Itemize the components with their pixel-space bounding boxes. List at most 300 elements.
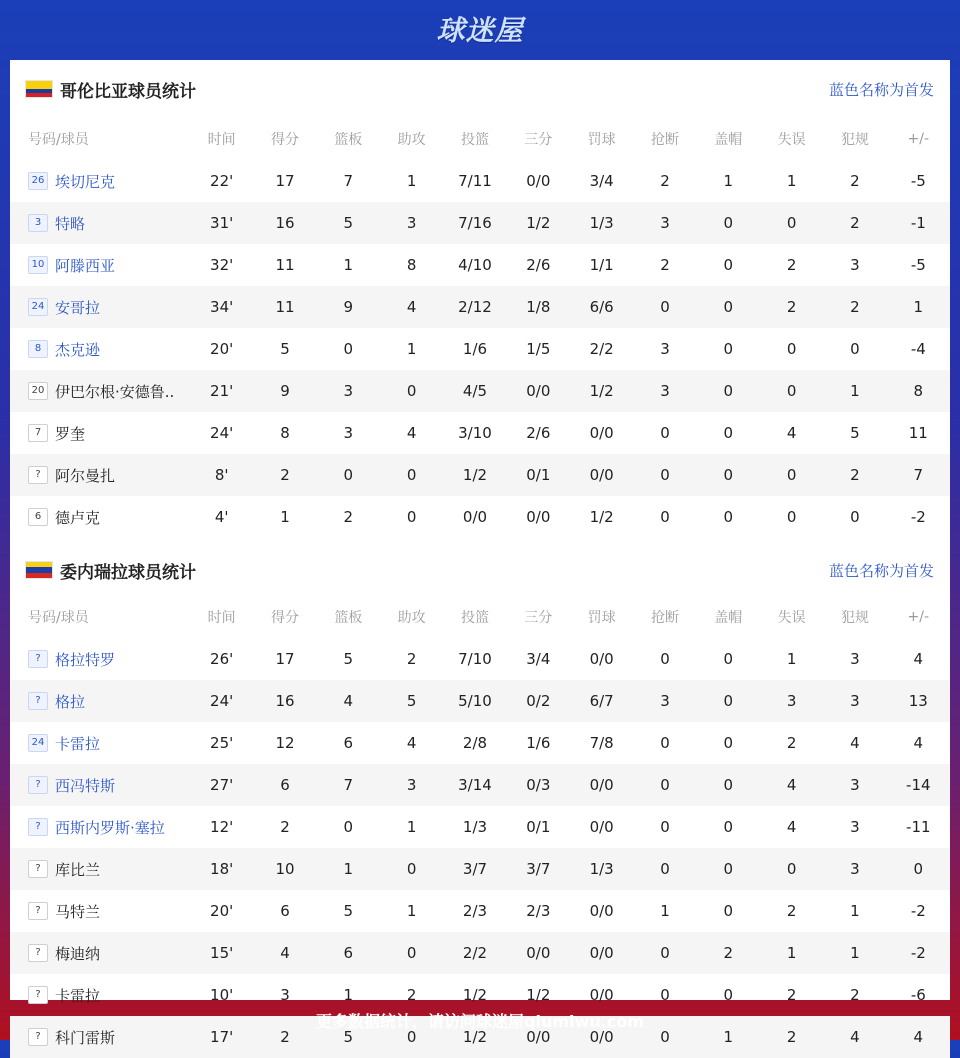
jersey-number-badge: 6 bbox=[28, 508, 48, 526]
stat-cell: 16 bbox=[253, 680, 316, 722]
player-cell bbox=[10, 932, 190, 974]
starter-note: 蓝色名称为首发 bbox=[828, 561, 934, 580]
stat-cell: 3 bbox=[850, 256, 860, 274]
stat-cell: 1 bbox=[406, 172, 417, 190]
stat-cell: 6 bbox=[280, 902, 290, 920]
stat-cell: 1 bbox=[280, 508, 290, 526]
stat-cell: 0 bbox=[723, 508, 734, 526]
stat-cell: 2 bbox=[406, 986, 417, 1004]
player-cell bbox=[10, 244, 190, 286]
stat-cell: 1/8 bbox=[507, 286, 570, 328]
top-banner bbox=[0, 0, 960, 58]
stat-cell: 0/0 bbox=[589, 650, 614, 668]
jersey-number-badge: ? bbox=[28, 466, 48, 484]
stat-cell: 4 bbox=[786, 424, 797, 442]
stat-cell: 0 bbox=[697, 202, 760, 244]
stat-cell: 7/11 bbox=[458, 172, 492, 190]
stat-cell: 0 bbox=[660, 818, 670, 836]
stat-cell: 24' bbox=[210, 424, 234, 442]
player-cell bbox=[10, 680, 190, 722]
player-cell bbox=[10, 160, 190, 202]
column-header: 篮板 bbox=[334, 610, 363, 626]
stat-cell: 4 bbox=[887, 1016, 950, 1058]
stat-cell: 0 bbox=[723, 734, 734, 752]
stat-cell: 1 bbox=[406, 902, 417, 920]
stat-cell: 6/7 bbox=[570, 680, 633, 722]
team-title: 委内瑞拉球员统计 bbox=[60, 562, 196, 583]
stat-cell: 0 bbox=[380, 1016, 443, 1058]
stat-cell: 0 bbox=[633, 1016, 696, 1058]
stat-cell: 4 bbox=[760, 764, 823, 806]
stat-cell: 0/0 bbox=[462, 508, 488, 526]
stat-cell: 0 bbox=[697, 848, 760, 890]
stat-cell: 0/0 bbox=[589, 424, 614, 442]
stat-cell: 2 bbox=[823, 286, 886, 328]
stat-cell: 1/3 bbox=[462, 818, 488, 836]
stat-cell: 1/2 bbox=[507, 202, 570, 244]
column-header: 失误 bbox=[777, 132, 806, 148]
stat-cell: 8 bbox=[887, 370, 950, 412]
player-cell bbox=[10, 638, 190, 680]
player-name[interactable]: 埃切尼克 bbox=[55, 172, 116, 191]
stat-cell: 1/3 bbox=[570, 202, 633, 244]
stat-cell: -11 bbox=[906, 818, 931, 836]
column-header: 号码/球员 bbox=[28, 610, 89, 626]
stat-cell: 7/10 bbox=[458, 650, 492, 668]
player-name[interactable]: 伊巴尔根·安德鲁.. bbox=[55, 382, 175, 401]
stat-cell: 13 bbox=[887, 680, 950, 722]
column-header: 时间 bbox=[207, 132, 236, 148]
stat-cell: 3/7 bbox=[507, 848, 570, 890]
stat-cell: 2/6 bbox=[526, 424, 551, 442]
table-row[interactable] bbox=[10, 202, 950, 244]
stat-cell: 0/0 bbox=[589, 902, 614, 920]
column-header: 失误 bbox=[777, 610, 806, 626]
column-header: 得分 bbox=[270, 132, 299, 148]
stat-cell: 3/14 bbox=[443, 764, 506, 806]
stat-cell: 2 bbox=[697, 932, 760, 974]
stat-cell: 0/0 bbox=[589, 818, 614, 836]
stat-cell: 0 bbox=[723, 986, 734, 1004]
table-row[interactable] bbox=[10, 764, 950, 806]
stat-cell: 1/2 bbox=[526, 986, 551, 1004]
stat-cell: 8 bbox=[406, 256, 417, 274]
stat-cell: 12' bbox=[210, 818, 234, 836]
stat-cell: 1/2 bbox=[443, 1016, 506, 1058]
stat-cell: 10 bbox=[253, 848, 316, 890]
stat-cell: 2 bbox=[280, 818, 290, 836]
player-name[interactable]: 杰克逊 bbox=[55, 340, 101, 359]
stat-cell: 0 bbox=[723, 256, 734, 274]
stat-cell: 4 bbox=[406, 424, 417, 442]
player-name[interactable]: 梅迪纳 bbox=[55, 944, 101, 963]
column-header: 助攻 bbox=[397, 132, 426, 148]
footer-banner bbox=[0, 1000, 960, 1040]
stat-cell: 0/1 bbox=[507, 454, 570, 496]
stat-cell: 2 bbox=[406, 650, 417, 668]
player-name[interactable]: 阿滕西亚 bbox=[55, 256, 116, 275]
jersey-number-badge: 20 bbox=[28, 382, 48, 400]
jersey-number-badge: 10 bbox=[28, 256, 48, 274]
stat-cell: 0 bbox=[633, 286, 696, 328]
stat-cell: 2 bbox=[760, 286, 823, 328]
table-row[interactable] bbox=[10, 328, 950, 370]
stat-cell: 0/0 bbox=[570, 932, 633, 974]
column-header: +/- bbox=[907, 131, 930, 147]
column-header: 盖帽 bbox=[714, 610, 743, 626]
table-row[interactable] bbox=[10, 890, 950, 932]
player-cell bbox=[10, 806, 190, 848]
stat-cell: 5 bbox=[343, 902, 354, 920]
stat-cell: 0 bbox=[660, 734, 670, 752]
stat-cell: 0 bbox=[380, 848, 443, 890]
stat-cell: 1 bbox=[697, 1016, 760, 1058]
stat-cell: 4 bbox=[786, 818, 797, 836]
jersey-number-badge: ? bbox=[28, 1028, 48, 1046]
stat-cell: 3 bbox=[823, 848, 886, 890]
column-header: 罚球 bbox=[587, 610, 616, 626]
stat-cell: 0 bbox=[380, 370, 443, 412]
player-cell bbox=[10, 286, 190, 328]
column-header: +/- bbox=[907, 609, 930, 625]
stat-cell: 15' bbox=[190, 932, 253, 974]
stat-cell: 0/0 bbox=[507, 932, 570, 974]
stat-cell: 27' bbox=[190, 764, 253, 806]
stat-cell: 8' bbox=[190, 454, 253, 496]
stat-cell: 2/3 bbox=[526, 902, 551, 920]
stat-cell: -5 bbox=[910, 172, 926, 190]
stat-cell: 1 bbox=[760, 932, 823, 974]
stat-cell: 1 bbox=[786, 172, 797, 190]
player-stats-table bbox=[10, 118, 950, 538]
stat-cell: 32' bbox=[210, 256, 234, 274]
stat-cell: 3 bbox=[380, 202, 443, 244]
player-cell bbox=[10, 496, 190, 538]
stat-cell: 4 bbox=[913, 734, 924, 752]
stat-cell: -5 bbox=[910, 256, 926, 274]
jersey-number-badge: ? bbox=[28, 776, 48, 794]
column-header: 犯规 bbox=[840, 132, 869, 148]
table-header-row bbox=[10, 118, 950, 160]
stat-cell: 0 bbox=[723, 424, 734, 442]
stat-cell: 0 bbox=[760, 370, 823, 412]
jersey-number-badge: 24 bbox=[28, 734, 48, 752]
stat-cell: 6 bbox=[343, 734, 354, 752]
stat-cell: 4/5 bbox=[443, 370, 506, 412]
stat-cell: 0 bbox=[786, 508, 797, 526]
team-player-rows bbox=[10, 160, 950, 538]
stat-cell: 0 bbox=[850, 508, 860, 526]
stat-cell: 1/1 bbox=[589, 256, 614, 274]
column-header: 篮板 bbox=[334, 132, 363, 148]
stat-cell: 3 bbox=[823, 680, 886, 722]
table-row[interactable] bbox=[10, 722, 950, 764]
stat-cell: 25' bbox=[210, 734, 234, 752]
stat-cell: 0 bbox=[633, 848, 696, 890]
stat-cell: 0 bbox=[786, 340, 797, 358]
stat-cell: 7 bbox=[887, 454, 950, 496]
team-section-header bbox=[10, 544, 950, 596]
stat-cell: 5 bbox=[850, 424, 860, 442]
stat-cell: -2 bbox=[887, 932, 950, 974]
stat-cell: -2 bbox=[910, 508, 926, 526]
starter-note: 蓝色名称为首发 bbox=[828, 80, 934, 99]
stat-cell: 3 bbox=[660, 340, 670, 358]
stat-cell: 0 bbox=[723, 650, 734, 668]
stat-cell: 0/2 bbox=[507, 680, 570, 722]
stat-cell: 4 bbox=[406, 734, 417, 752]
stat-cell: 7 bbox=[317, 764, 380, 806]
stat-cell: 2 bbox=[253, 454, 316, 496]
stat-cell: 0/1 bbox=[526, 818, 551, 836]
stat-cell: 0 bbox=[697, 680, 760, 722]
player-name[interactable]: 阿尔曼扎 bbox=[55, 466, 116, 485]
team-title: 哥伦比亚球员统计 bbox=[60, 81, 196, 102]
player-name[interactable]: 科门雷斯 bbox=[55, 1028, 116, 1047]
jersey-number-badge: ? bbox=[28, 986, 48, 1004]
stat-cell: 0 bbox=[697, 286, 760, 328]
stat-cell: -6 bbox=[910, 986, 926, 1004]
player-cell bbox=[10, 202, 190, 244]
stat-cell: 4 bbox=[317, 680, 380, 722]
column-header: 号码/球员 bbox=[28, 132, 89, 148]
stat-cell: 16 bbox=[253, 202, 316, 244]
stat-cell: 4 bbox=[850, 734, 860, 752]
stat-cell: 4 bbox=[913, 650, 924, 668]
stat-cell: 0/0 bbox=[570, 764, 633, 806]
stat-cell: 1 bbox=[343, 986, 354, 1004]
table-row[interactable] bbox=[10, 848, 950, 890]
player-cell bbox=[10, 764, 190, 806]
stat-cell: 0/0 bbox=[570, 1016, 633, 1058]
colombia-flag-icon bbox=[26, 81, 52, 97]
stat-cell: 3 bbox=[317, 370, 380, 412]
player-cell bbox=[10, 890, 190, 932]
stat-cell: 2/2 bbox=[589, 340, 614, 358]
column-header: 盖帽 bbox=[714, 132, 743, 148]
stat-cell: 4/10 bbox=[458, 256, 492, 274]
stat-cell: 0 bbox=[660, 424, 670, 442]
table-row[interactable] bbox=[10, 244, 950, 286]
player-name[interactable]: 卡雷拉 bbox=[55, 734, 101, 753]
site-logo[interactable]: 球迷屋 bbox=[436, 14, 524, 47]
stat-cell: 1/2 bbox=[570, 370, 633, 412]
stat-cell: 11 bbox=[253, 286, 316, 328]
stat-cell: 18' bbox=[190, 848, 253, 890]
player-name[interactable]: 格拉特罗 bbox=[55, 650, 116, 669]
stat-cell: 17' bbox=[190, 1016, 253, 1058]
stat-cell: 31' bbox=[190, 202, 253, 244]
stat-cell: 0/0 bbox=[570, 454, 633, 496]
stat-cell: -1 bbox=[887, 202, 950, 244]
stat-cell: 7 bbox=[343, 172, 354, 190]
stat-cell: 3 bbox=[633, 370, 696, 412]
stat-cell: 9 bbox=[253, 370, 316, 412]
stat-cell: 8 bbox=[280, 424, 290, 442]
stat-cell: 17 bbox=[275, 650, 295, 668]
player-name[interactable]: 特略 bbox=[55, 214, 86, 233]
stat-cell: 2 bbox=[850, 172, 860, 190]
stat-cell: 1 bbox=[343, 256, 354, 274]
stat-cell: 1 bbox=[317, 848, 380, 890]
stat-cell: 2 bbox=[786, 256, 797, 274]
stat-cell: 0/0 bbox=[526, 508, 551, 526]
player-name[interactable]: 西斯内罗斯·塞拉 bbox=[55, 818, 165, 837]
jersey-number-badge: ? bbox=[28, 650, 48, 668]
stat-cell: 3 bbox=[823, 764, 886, 806]
stat-cell: 3 bbox=[633, 680, 696, 722]
stat-cell: 7/16 bbox=[443, 202, 506, 244]
stat-cell: 1 bbox=[823, 932, 886, 974]
jersey-number-badge: ? bbox=[28, 692, 48, 710]
stat-cell: 0 bbox=[660, 986, 670, 1004]
stat-cell: 0 bbox=[697, 764, 760, 806]
stat-cell: 2 bbox=[343, 508, 354, 526]
stat-cell: 1/3 bbox=[570, 848, 633, 890]
stat-cell: 10' bbox=[210, 986, 234, 1004]
player-name[interactable]: 安哥拉 bbox=[55, 298, 101, 317]
stat-cell: 1/2 bbox=[462, 986, 488, 1004]
stat-cell: 2/3 bbox=[462, 902, 488, 920]
stat-cell: 3/7 bbox=[443, 848, 506, 890]
table-row[interactable] bbox=[10, 806, 950, 848]
stat-cell: 5 bbox=[380, 680, 443, 722]
footer-text[interactable]: 更多数据统计，请访问球迷屋qiumiwu.com bbox=[316, 1011, 644, 1031]
stat-cell: 2/12 bbox=[443, 286, 506, 328]
stat-cell: 1 bbox=[660, 902, 670, 920]
table-row[interactable] bbox=[10, 286, 950, 328]
stat-cell: 0/0 bbox=[507, 370, 570, 412]
column-header: 抢断 bbox=[650, 132, 679, 148]
table-row[interactable] bbox=[10, 496, 950, 538]
table-header-row bbox=[10, 596, 950, 638]
stat-cell: 0 bbox=[380, 932, 443, 974]
player-name[interactable]: 罗奎 bbox=[55, 424, 86, 443]
stat-cell: 0 bbox=[343, 818, 354, 836]
stat-cell: 2 bbox=[823, 454, 886, 496]
column-header: 时间 bbox=[207, 610, 236, 626]
venezuela-flag-icon bbox=[26, 562, 52, 578]
stat-cell: 2 bbox=[850, 986, 860, 1004]
stat-cell: 0 bbox=[633, 764, 696, 806]
stat-cell: 0 bbox=[633, 932, 696, 974]
stat-cell: 3 bbox=[380, 764, 443, 806]
player-name[interactable]: 格拉 bbox=[55, 692, 86, 711]
player-name[interactable]: 德卢克 bbox=[55, 508, 101, 527]
stat-cell: 0 bbox=[760, 454, 823, 496]
stat-cell: 0 bbox=[723, 818, 734, 836]
stat-cell: 22' bbox=[210, 172, 234, 190]
jersey-number-badge: ? bbox=[28, 818, 48, 836]
team-section-header bbox=[10, 60, 950, 118]
jersey-number-badge: 8 bbox=[28, 340, 48, 358]
stat-cell: 0 bbox=[760, 848, 823, 890]
column-header: 罚球 bbox=[587, 132, 616, 148]
player-name[interactable]: 卡雷拉 bbox=[55, 986, 101, 1005]
stat-cell: 1 bbox=[887, 286, 950, 328]
stat-cell: 0 bbox=[850, 340, 860, 358]
player-name[interactable]: 西冯特斯 bbox=[55, 776, 116, 795]
column-header: 三分 bbox=[524, 132, 553, 148]
jersey-number-badge: 7 bbox=[28, 424, 48, 442]
column-header: 投篮 bbox=[460, 132, 489, 148]
table-row[interactable] bbox=[10, 932, 950, 974]
stat-cell: 20' bbox=[210, 902, 234, 920]
player-name[interactable]: 库比兰 bbox=[55, 860, 101, 879]
player-cell bbox=[10, 722, 190, 764]
stat-cell: 7/8 bbox=[589, 734, 614, 752]
jersey-number-badge: ? bbox=[28, 944, 48, 962]
stat-cell: 11 bbox=[275, 256, 295, 274]
stat-cell: 2 bbox=[660, 172, 670, 190]
table-row[interactable] bbox=[10, 454, 950, 496]
stat-cell: 3/4 bbox=[526, 650, 551, 668]
column-header: 助攻 bbox=[397, 610, 426, 626]
stat-cell: 0 bbox=[660, 650, 670, 668]
stat-cell: 2 bbox=[786, 734, 797, 752]
stat-cell: 17 bbox=[275, 172, 295, 190]
table-row[interactable] bbox=[10, 160, 950, 202]
stat-cell: 1 bbox=[406, 340, 417, 358]
stat-cell: 4 bbox=[253, 932, 316, 974]
stat-cell: 5 bbox=[317, 202, 380, 244]
stat-cell: 1 bbox=[723, 172, 734, 190]
stat-cell: 1/5 bbox=[526, 340, 551, 358]
stat-cell: 4 bbox=[380, 286, 443, 328]
stat-cell: 4' bbox=[214, 508, 229, 526]
table-row[interactable] bbox=[10, 680, 950, 722]
jersey-number-badge: 24 bbox=[28, 298, 48, 316]
column-header: 三分 bbox=[524, 610, 553, 626]
table-row[interactable] bbox=[10, 412, 950, 454]
stat-cell: 0/0 bbox=[526, 172, 551, 190]
stat-cell: 2 bbox=[660, 256, 670, 274]
stat-cell: 5/10 bbox=[443, 680, 506, 722]
stat-cell: 2/8 bbox=[462, 734, 488, 752]
stat-cell: 2 bbox=[786, 986, 797, 1004]
stat-cell: 0 bbox=[723, 340, 734, 358]
stat-cell: 0 bbox=[723, 902, 734, 920]
stat-cell: 0 bbox=[343, 340, 354, 358]
stat-cell: 0/0 bbox=[589, 986, 614, 1004]
jersey-number-badge: ? bbox=[28, 860, 48, 878]
stat-cell: 1/2 bbox=[589, 508, 614, 526]
team-player-rows bbox=[10, 638, 950, 1058]
column-header: 得分 bbox=[270, 610, 299, 626]
stat-cell: 3 bbox=[633, 202, 696, 244]
stat-cell: 0/0 bbox=[507, 1016, 570, 1058]
stat-cell: 0 bbox=[317, 454, 380, 496]
stat-cell: 0 bbox=[697, 454, 760, 496]
stat-cell: 0/3 bbox=[507, 764, 570, 806]
stat-cell: 26' bbox=[210, 650, 234, 668]
stat-cell: 0 bbox=[406, 508, 417, 526]
jersey-number-badge: 3 bbox=[28, 214, 48, 232]
stat-cell: 1 bbox=[406, 818, 417, 836]
stat-cell: 0 bbox=[760, 202, 823, 244]
stat-cell: 6 bbox=[317, 932, 380, 974]
player-cell bbox=[10, 412, 190, 454]
table-row[interactable] bbox=[10, 370, 950, 412]
stat-cell: 3 bbox=[280, 986, 290, 1004]
player-name[interactable]: 马特兰 bbox=[55, 902, 101, 921]
player-cell bbox=[10, 370, 190, 412]
stat-cell: 0 bbox=[887, 848, 950, 890]
stat-cell: 11 bbox=[908, 424, 928, 442]
stat-cell: 9 bbox=[317, 286, 380, 328]
table-row[interactable] bbox=[10, 638, 950, 680]
stat-cell: 20' bbox=[210, 340, 234, 358]
